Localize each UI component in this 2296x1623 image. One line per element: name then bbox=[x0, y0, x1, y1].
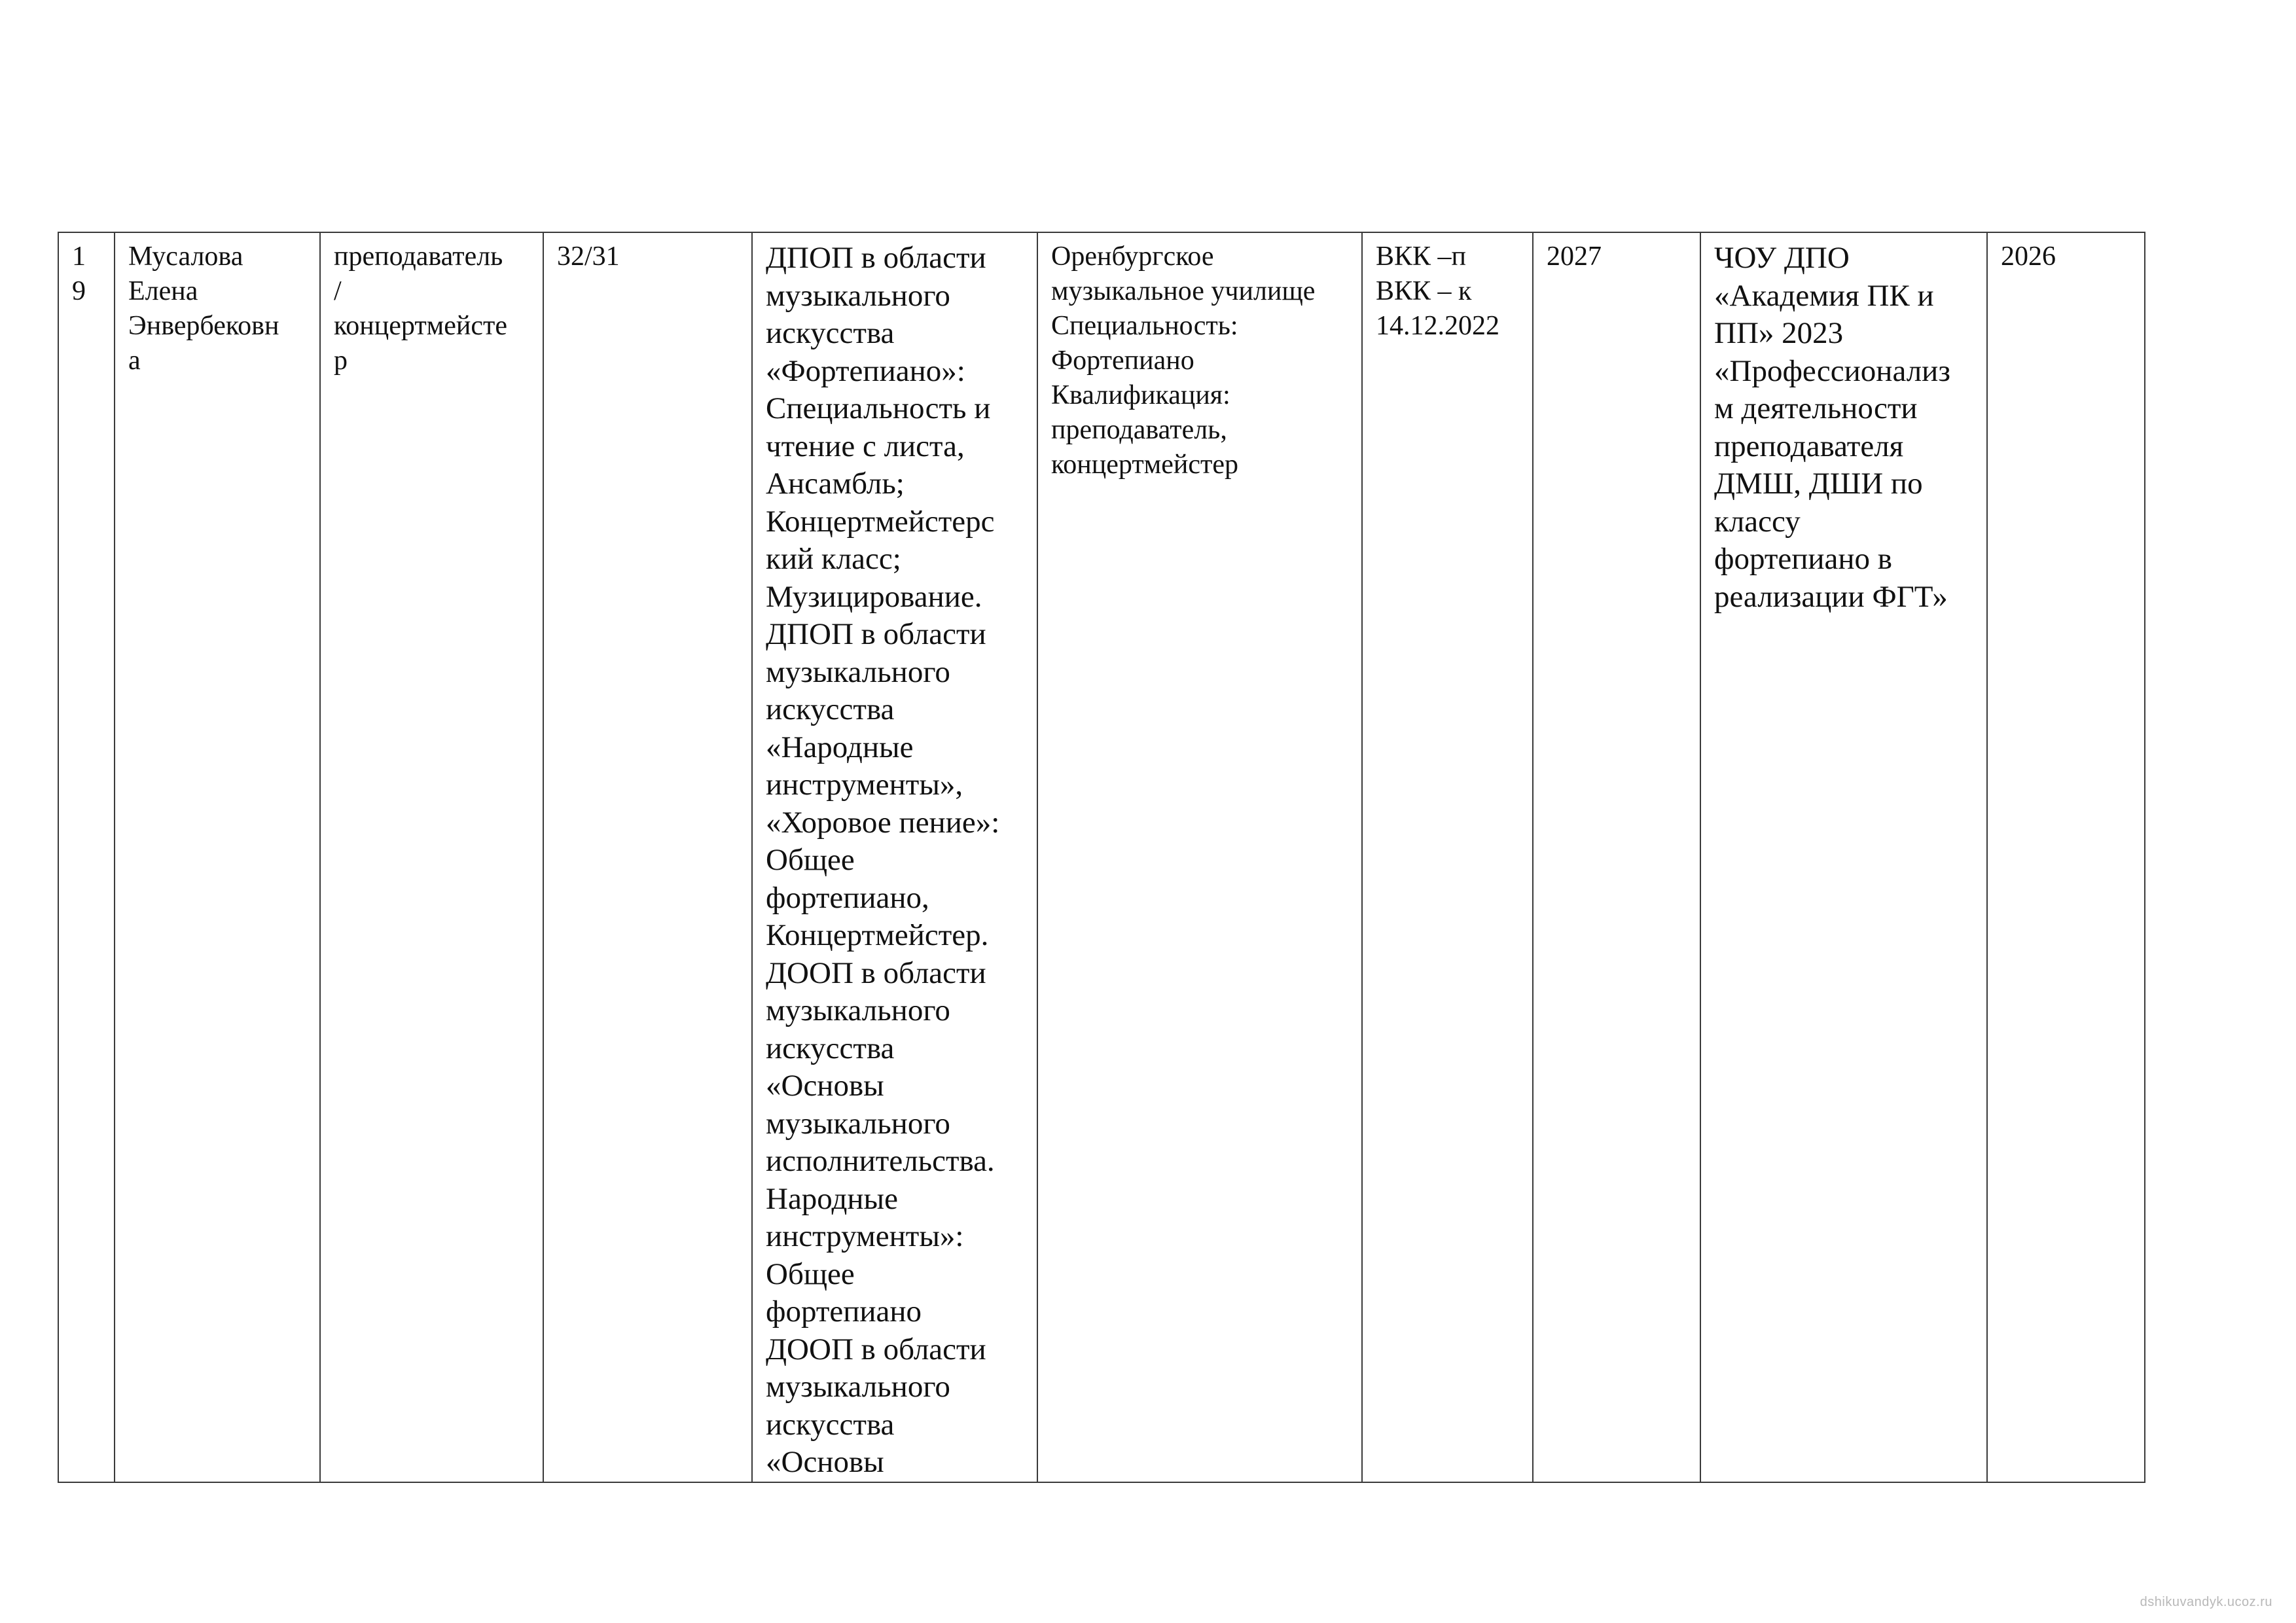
taught-programs: ДПОП в области музыкального искусства «Фортепиано»: Специальность и чтение с листа, Ансамбль; Концертмейстерс кий класс; Музицирование. ДПОП в области музыкального искусства «Народные инструменты», «Хоровое пение»: Общее фортепиано, Концертмейстер. ДООП в области музыкального искусства «Основы музыкального исполнительства. Народные инструменты»: Общее фортепиано ДООП в области музыкального искусства «Основы bbox=[766, 241, 1000, 1479]
education-cell bbox=[1037, 232, 1362, 1482]
training-year-cell bbox=[1987, 232, 2145, 1482]
category-expiry-year: 2027 bbox=[1547, 241, 1602, 272]
row-number: 1 9 bbox=[72, 241, 86, 306]
site-watermark: dshikuvandyk.ucoz.ru bbox=[2140, 1595, 2272, 1609]
name-cell bbox=[115, 232, 320, 1482]
teacher-name: Мусалова Елена Энвербековн а bbox=[128, 241, 279, 376]
row-number-cell bbox=[58, 232, 115, 1482]
teacher-position: преподаватель / концертмейсте р bbox=[334, 241, 508, 376]
teaching-experience: 32/31 bbox=[557, 241, 620, 272]
programs-cell bbox=[752, 232, 1037, 1482]
education-info: Оренбургское музыкальное училище Специальность: Фортепиано Квалификация: преподаватель, концертмейстер bbox=[1051, 241, 1316, 480]
staff-table bbox=[58, 232, 2145, 1483]
category-cell bbox=[1362, 232, 1533, 1482]
position-cell bbox=[320, 232, 543, 1482]
next-training-year: 2026 bbox=[2001, 241, 2056, 272]
experience-cell bbox=[543, 232, 752, 1482]
training-cell bbox=[1700, 232, 1987, 1482]
qualification-category: ВКК –п ВКК – к 14.12.2022 bbox=[1376, 241, 1499, 341]
professional-training: ЧОУ ДПО «Академия ПК и ПП» 2023 «Профессионализ м деятельности преподавателя ДМШ, ДШИ по классу фортепиано в реализации ФГТ» bbox=[1714, 241, 1950, 614]
table-row bbox=[58, 232, 2145, 1482]
category-year-cell bbox=[1533, 232, 1700, 1482]
